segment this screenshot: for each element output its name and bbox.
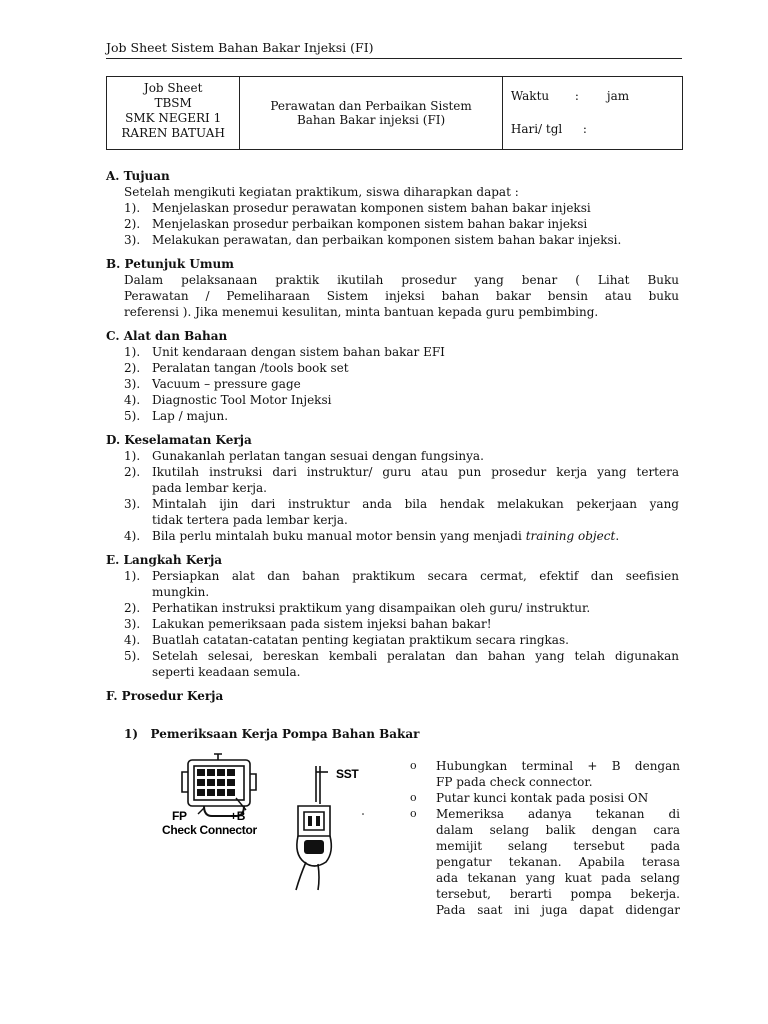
list-text: Menjelaskan prosedur perawatan komponen sistem bahan bakar injeksi <box>152 201 591 215</box>
bullet-marker: o <box>410 791 417 804</box>
school-cell <box>107 77 240 150</box>
plus-b-label: +B <box>230 809 246 823</box>
list-text-line-1: Mintalah ijin dari instruktur anda bila hendak melakukan pekerjaan yang <box>152 497 679 511</box>
fp-label: FP <box>172 809 187 823</box>
bullet-marker: o <box>410 807 417 820</box>
bullet-text-line: Hubungkan terminal + B dengan <box>436 759 680 773</box>
training-object-emphasis: training object <box>525 529 616 543</box>
topic-line-2: Bahan Bakar injeksi (FI) <box>296 113 446 127</box>
list-number: 3). <box>124 617 141 631</box>
bullet-text-line: Putar kunci kontak pada posisi ON <box>436 791 649 805</box>
list-number: 2). <box>124 217 141 231</box>
section-b-line-3: referensi ). Jika menemui kesulitan, minta bantuan kepada guru pembimbing. <box>124 305 599 319</box>
list-number: 2). <box>124 361 141 375</box>
list-text-end: . <box>615 529 620 543</box>
bullet-marker: o <box>410 759 417 772</box>
school-location: RAREN BATUAH <box>121 126 225 140</box>
list-text-line-2: seperti keadaan semula. <box>152 665 301 679</box>
list-text: Diagnostic Tool Motor Injeksi <box>152 393 332 407</box>
section-c-heading: C. Alat dan Bahan <box>106 329 228 343</box>
list-number: 2). <box>124 601 141 615</box>
section-b-heading: B. Petunjuk Umum <box>106 257 234 271</box>
list-text: Melakukan perawatan, dan perbaikan komponen sistem bahan bakar injeksi. <box>152 233 622 247</box>
time-cell <box>502 77 682 150</box>
bullet-text-line: Pada saat ini juga dapat didengar <box>436 903 680 917</box>
bullet-text-line: Memeriksa adanya tekanan di <box>436 807 680 821</box>
header-divider <box>106 58 682 59</box>
list-number: 5). <box>124 409 141 423</box>
list-text-line-2: mungkin. <box>152 585 210 599</box>
bullet-text-line: pengatur tekanan. Apabila terasa <box>436 855 680 869</box>
list-text-line-1: Setelah selesai, bereskan kembali peralatan dan bahan yang telah digunakan <box>152 649 679 663</box>
hari-tgl-separator: : <box>582 122 587 136</box>
list-text: Peralatan tangan /tools book set <box>152 361 349 375</box>
list-text: Lakukan pemeriksaan pada sistem injeksi bahan bakar! <box>152 617 492 631</box>
list-text: Perhatikan instruksi praktikum yang disampaikan oleh guru/ instruktur. <box>152 601 591 615</box>
waktu-label: Waktu <box>510 89 550 103</box>
list-number: 3). <box>124 377 141 391</box>
job-sheet-info-table <box>106 76 683 150</box>
list-text: Gunakanlah perlatan tangan sesuai dengan fungsinya. <box>152 449 484 463</box>
list-text-main: Bila perlu mintalah buku manual motor bensin yang menjadi <box>152 529 522 543</box>
list-number: 4). <box>124 529 141 543</box>
check-connector-label: Check Connector <box>162 823 257 837</box>
program-label: TBSM <box>154 96 192 110</box>
list-number: 3). <box>124 497 141 511</box>
check-connector-figure <box>158 752 378 892</box>
list-text-line-2: pada lembar kerja. <box>152 481 267 495</box>
list-number: 3). <box>124 233 141 247</box>
list-text-line-2: tidak tertera pada lembar kerja. <box>152 513 348 527</box>
list-text-line-1: Ikutilah instruksi dari instruktur/ guru atau pun prosedur kerja yang tertera <box>152 465 679 479</box>
section-a-intro: Setelah mengikuti kegiatan praktikum, siswa diharapkan dapat : <box>124 185 519 199</box>
list-text: Buatlah catatan-catatan penting kegiatan praktikum secara ringkas. <box>152 633 569 647</box>
list-number: 2). <box>124 465 141 479</box>
bullet-text-line: tersebut, berarti pompa bekerja. <box>436 887 680 901</box>
section-b-line-2: Perawatan / Pemeliharaan Sistem injeksi bahan bakar bensin atau buku <box>124 289 679 303</box>
list-number: 4). <box>124 633 141 647</box>
list-number: 4). <box>124 393 141 407</box>
waktu-separator: : <box>574 89 579 103</box>
topic-cell <box>240 77 503 150</box>
list-text: Lap / majun. <box>152 409 229 423</box>
list-number: 1). <box>124 345 141 359</box>
document-header-title: Job Sheet Sistem Bahan Bakar Injeksi (FI) <box>106 40 374 55</box>
bullet-text-line: memijit selang tersebut pada <box>436 839 680 853</box>
list-number: 1). <box>124 449 141 463</box>
bullet-text-line: FP pada check connector. <box>436 775 593 789</box>
list-number: 1). <box>124 569 141 583</box>
section-f-heading: F. Prosedur Kerja <box>106 689 224 703</box>
list-number: 1). <box>124 201 141 215</box>
list-number: 5). <box>124 649 141 663</box>
school-name: SMK NEGERI 1 <box>125 111 222 125</box>
sst-label: SST <box>336 767 359 781</box>
list-text <box>152 528 679 544</box>
list-text: Unit kendaraan dengan sistem bahan bakar EFI <box>152 345 445 359</box>
bullet-text-line: ada tekanan yang kuat pada selang <box>436 871 680 885</box>
section-a-heading: A. Tujuan <box>106 169 170 183</box>
topic-line-1: Perawatan dan Perbaikan Sistem <box>270 99 472 113</box>
hari-tgl-label: Hari/ tgl <box>510 122 563 136</box>
bullet-text-line: dalam selang balik dengan cara <box>436 823 680 837</box>
waktu-unit: jam <box>606 89 630 103</box>
check-connector-diagram <box>158 752 378 892</box>
subsection-heading: 1) Pemeriksaan Kerja Pompa Bahan Bakar <box>124 727 420 741</box>
job-sheet-label: Job Sheet <box>143 81 203 95</box>
section-e-heading: E. Langkah Kerja <box>106 553 223 567</box>
list-text: Menjelaskan prosedur perbaikan komponen sistem bahan bakar injeksi <box>152 217 588 231</box>
list-text-line-1: Persiapkan alat dan bahan praktikum secara cermat, efektif dan seefisien <box>152 569 679 583</box>
section-d-heading: D. Keselamatan Kerja <box>106 433 252 447</box>
section-b-line-1: Dalam pelaksanaan praktik ikutilah prosedur yang benar ( Lihat Buku <box>124 273 679 287</box>
list-text: Vacuum – pressure gage <box>152 377 301 391</box>
